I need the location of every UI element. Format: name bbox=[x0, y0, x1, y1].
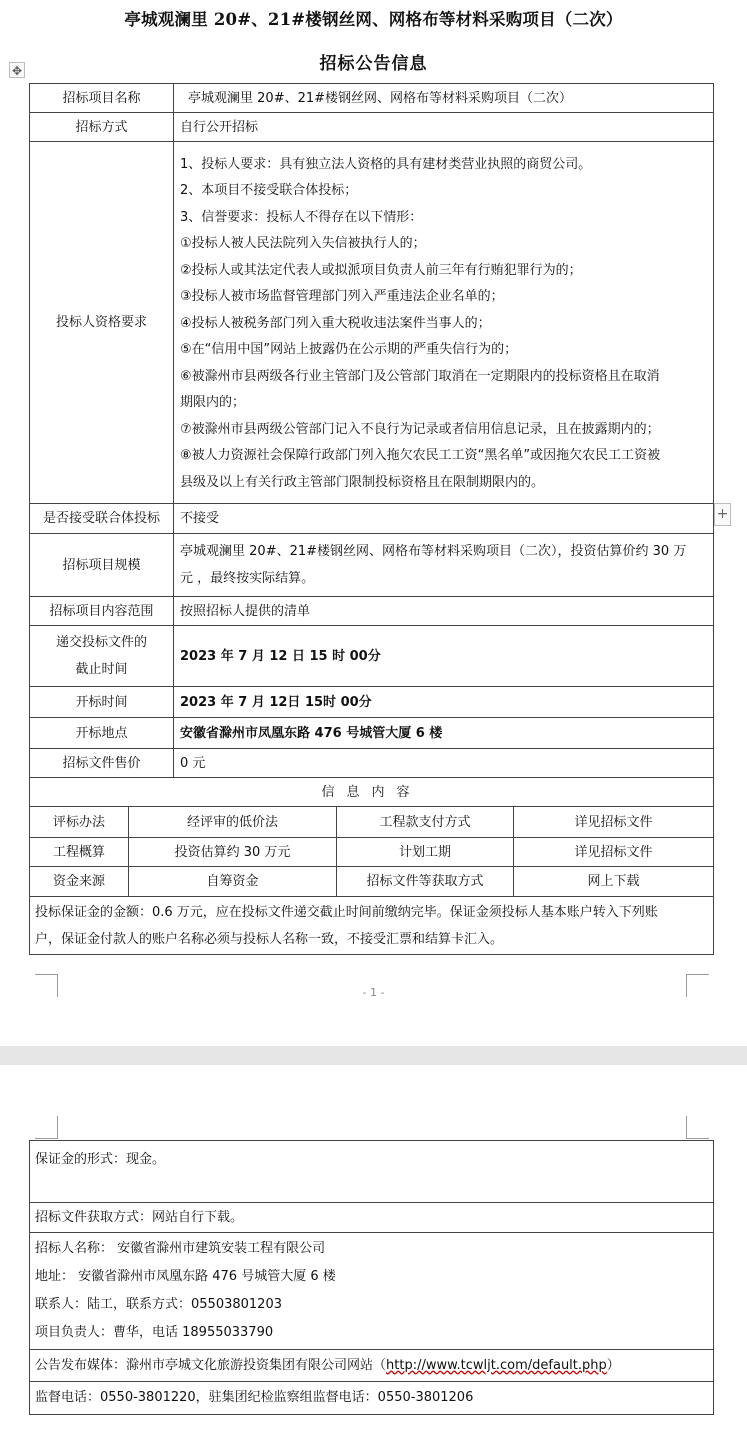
consortium-value: 不接受 bbox=[174, 504, 714, 534]
deposit-note-line: 户，保证金付款人的账户名称必须与投标人名称一致，不接受汇票和结算卡汇入。 bbox=[35, 931, 504, 947]
fund-label: 资金来源 bbox=[30, 867, 129, 897]
info-header: 信息内容 bbox=[30, 778, 714, 807]
tenderer-name: 招标人名称： 安徽省滁州市建筑安装工程有限公司 bbox=[35, 1241, 326, 1256]
open-time-value: 2023 年 7 月 12日 15时 00分 bbox=[174, 687, 714, 718]
qualification-value bbox=[174, 142, 714, 504]
tender-info-table bbox=[29, 83, 714, 955]
project-name-value: 亭城观澜里 20#、21#楼钢丝网、网格布等材料采购项目（二次） bbox=[174, 84, 714, 113]
document-title: 亭城观澜里 20#、21#楼钢丝网、网格布等材料采购项目（二次） bbox=[124, 10, 623, 29]
obtain-method: 招标文件获取方式：网站自行下载。 bbox=[30, 1203, 714, 1233]
deadline-value: 2023 年 7 月 12 日 15 时 00分 bbox=[174, 626, 714, 687]
add-column-icon[interactable]: + bbox=[714, 503, 731, 526]
scope-value: 按照招标人提供的清单 bbox=[174, 597, 714, 626]
scale-label: 招标项目规模 bbox=[30, 534, 174, 597]
deposit-form: 保证金的形式：现金。 bbox=[30, 1141, 714, 1203]
scale-line: 元 ，最终按实际结算。 bbox=[180, 571, 315, 586]
project-name-label: 招标项目名称 bbox=[30, 84, 174, 113]
publish-media-link[interactable]: http://www.tcwljt.com/default.php bbox=[386, 1357, 607, 1373]
qualification-line: ③投标人被市场监督管理部门列入严重违法企业名单的； bbox=[180, 289, 504, 305]
deposit-note bbox=[30, 897, 714, 955]
fund-value: 自筹资金 bbox=[129, 867, 337, 897]
supervision-phone: 监督电话：0550-3801220，驻集团纪检监察组监督电话：0550-3801206 bbox=[30, 1382, 714, 1415]
qualification-line: ⑥被滁州市县两级各行业主管部门及公管部门取消在一定期限内的投标资格且在取消 bbox=[180, 368, 660, 384]
deposit-note-line: 投标保证金的金额：0.6 万元，应在投标文件递交截止时间前缴纳完毕。保证金须投标人基本账户转入下列账 bbox=[35, 904, 658, 920]
qualification-line: ②投标人或其法定代表人或拟派项目负责人前三年有行贿犯罪行为的； bbox=[180, 262, 582, 278]
document-subtitle: 招标公告信息 bbox=[319, 54, 428, 74]
eval-label: 评标办法 bbox=[30, 807, 129, 838]
scale-line: 亭城观澜里 20#、21#楼钢丝网、网格布等材料采购项目（二次），投资估算价约 30 万 bbox=[180, 544, 687, 559]
publish-media-suffix: ） bbox=[606, 1357, 620, 1373]
eval-value: 经评审的低价法 bbox=[129, 807, 337, 838]
tender-contact-table bbox=[29, 1140, 714, 1415]
qualification-line: 期限内的； bbox=[180, 395, 246, 411]
page-corner-mark bbox=[686, 1116, 709, 1139]
qualification-line: ①投标人被人民法院列入失信被执行人的； bbox=[180, 236, 426, 252]
budget-label: 工程概算 bbox=[30, 838, 129, 867]
tenderer-address: 地址： 安徽省滁州市凤凰东路 476 号城管大厦 6 楼 bbox=[35, 1269, 336, 1284]
period-label: 计划工期 bbox=[337, 838, 514, 867]
project-manager: 项目负责人：曹华，电话 18955033790 bbox=[35, 1325, 274, 1340]
open-place-value: 安徽省滁州市凤凰东路 476 号城管大厦 6 楼 bbox=[174, 718, 714, 749]
qualification-line: 3、信誉要求：投标人不得存在以下情形： bbox=[180, 209, 423, 225]
method-value: 自行公开招标 bbox=[174, 113, 714, 142]
deadline-label bbox=[30, 626, 174, 687]
deadline-label-line: 递交投标文件的 bbox=[56, 635, 148, 650]
period-value: 详见招标文件 bbox=[514, 838, 714, 867]
price-label: 招标文件售价 bbox=[30, 749, 174, 778]
page-gap bbox=[0, 1046, 747, 1065]
tenderer-info bbox=[30, 1233, 714, 1350]
open-time-label: 开标时间 bbox=[30, 687, 174, 718]
publish-media-prefix: 公告发布媒体：滁州市亭城文化旅游投资集团有限公司网站（ bbox=[35, 1357, 387, 1373]
tenderer-contact: 联系人：陆工，联系方式：05503801203 bbox=[35, 1297, 282, 1312]
open-place-label: 开标地点 bbox=[30, 718, 174, 749]
qualification-line: 2、本项目不接受联合体投标； bbox=[180, 183, 358, 199]
publish-media bbox=[30, 1350, 714, 1382]
qualification-line: ④投标人被税务部门列入重大税收违法案件当事人的； bbox=[180, 315, 491, 331]
obtain-value: 网上下载 bbox=[514, 867, 714, 897]
deadline-label-line: 截止时间 bbox=[75, 662, 128, 677]
qualification-line: 县级及以上有关行政主管部门限制投标资格且在限制期限内的。 bbox=[180, 474, 545, 490]
qualification-line: 1、投标人要求：具有独立法人资格的具有建材类营业执照的商贸公司。 bbox=[180, 156, 592, 172]
qualification-line: ⑤在“信用中国”网站上披露仍在公示期的严重失信行为的； bbox=[180, 342, 518, 358]
table-move-handle-icon[interactable]: ✥ bbox=[9, 62, 25, 78]
payment-value: 详见招标文件 bbox=[514, 807, 714, 838]
qualification-label: 投标人资格要求 bbox=[30, 142, 174, 504]
qualification-line: ⑧被人力资源社会保障行政部门列入拖欠农民工工资“黑名单”或因拖欠农民工工资被 bbox=[180, 448, 661, 464]
payment-label: 工程款支付方式 bbox=[337, 807, 514, 838]
page-corner-mark bbox=[35, 1116, 58, 1139]
obtain-label: 招标文件等获取方式 bbox=[337, 867, 514, 897]
budget-value: 投资估算约 30 万元 bbox=[129, 838, 337, 867]
consortium-label: 是否接受联合体投标 bbox=[30, 504, 174, 534]
page-number: - 1 - bbox=[362, 986, 385, 999]
scale-value bbox=[174, 534, 714, 597]
method-label: 招标方式 bbox=[30, 113, 174, 142]
price-value: 0 元 bbox=[174, 749, 714, 778]
scope-label: 招标项目内容范围 bbox=[30, 597, 174, 626]
qualification-line: ⑦被滁州市县两级公管部门记入不良行为记录或者信用信息记录，且在披露期内的； bbox=[180, 421, 660, 437]
